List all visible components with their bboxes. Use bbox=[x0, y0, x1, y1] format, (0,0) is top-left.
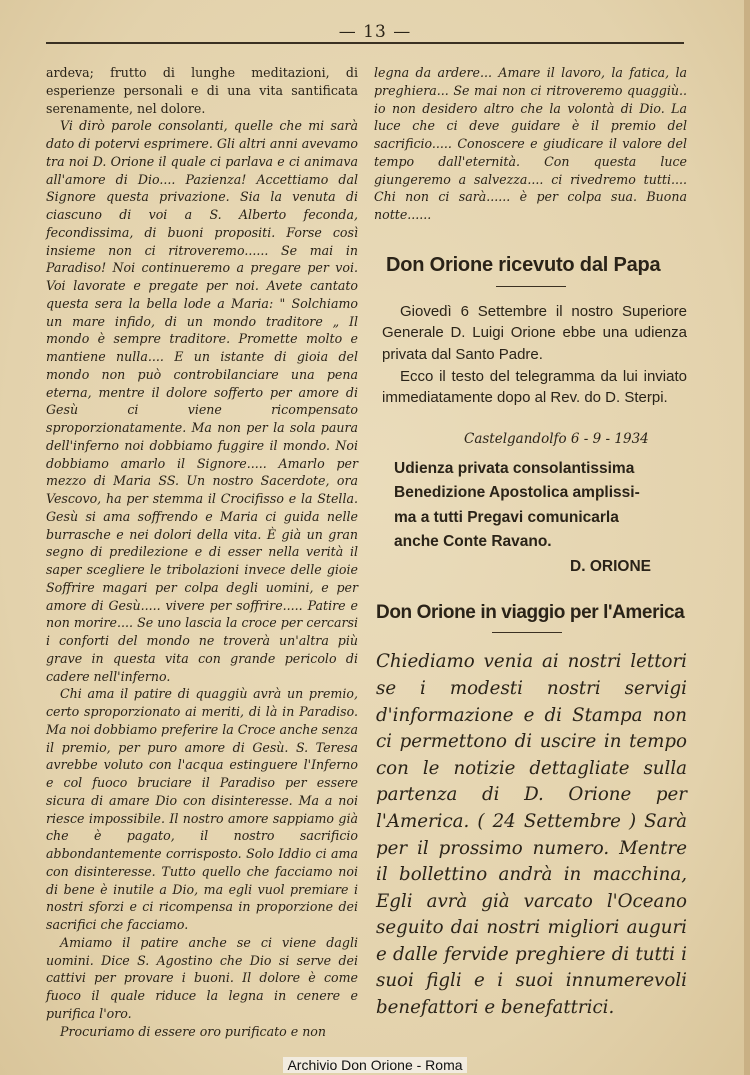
telegram-signature: D. ORIONE bbox=[570, 558, 651, 576]
article-america-text: Chiediamo venia ai nostri lettori se i modesti nostri servigi d'informazione e di Stampa non ci permettono di uscire in tempo con le notizie dettagliate sulla partenza di D. Orione per l'America. ( 24 Settembre ) Sarà per il prossimo numero. Mentre il bollettino andrà in macchina, Egli avrà già varcato l'Oceano seguito dai nostri migliori auguri e dalle fervide preghiere di tutti i suoi figli e i suoi innumerevoli benefattori e benefattrici. bbox=[376, 651, 687, 1019]
article-america-rule bbox=[492, 632, 562, 633]
footer-text: Archivio Don Orione - Roma bbox=[283, 1057, 466, 1073]
article-papa-paragraph-2: Ecco il testo del telegramma da lui inviato immediatamente dopo al Rev. do D. Sterpi. bbox=[382, 367, 687, 407]
page-number: — 13 — bbox=[338, 22, 412, 42]
left-column bbox=[46, 64, 358, 1040]
page-edge bbox=[744, 0, 750, 1075]
telegram-text bbox=[394, 457, 674, 555]
telegram-line: Udienza privata consolantissima bbox=[394, 459, 635, 477]
left-paragraph-1: ardeva; frutto di lunghe meditazioni, di esperienze personali e di una vita santificata serenamente, nel dolore. bbox=[46, 65, 358, 116]
left-paragraph-2: Vi dirò parole consolanti, quelle che mi sarà dato di potervi esprimere. Gli altri anni avevamo tra noi D. Orione il quale ci parlava e ci animava all'amore di Dio.... Pazienza! Accettiamo dal Signore questa privazione. Sia la venuta di ciascuno di voi a S. Alberto feconda, fecondissima, di buoni propositi. Forse così insieme non ci ritroveremo...... Se mai in Paradiso! Noi continueremo a pregare per voi. Voi lavorate e pregate per noi. Avete cantato questa sera la bella lode a Maria: " Solchiamo un mare infido, di un mondo traditore „ Il mondo è sempre traditore. Promette molto e mantiene nulla.... E un istante di gioia del mondo non può controbilanciare una pena eterna, mentre il dolore sofferto per amore di Gesù ci viene ricompensato sproporzionatamente. Ma non per la sola paura dell'inferno noi dobbiamo fuggire il mondo. Noi dobbiamo amarlo il Signore..... Amarlo per mezzo di Maria SS. Un nostro Sacerdote, ora Vescovo, ha per stemma il Crocifisso e la Stella. Gesù si ama soffrendo e Maria ci guida nelle burrasche e nei dolori della vita. È già un gran segno di predilezione e di esser nella verità il saper scegliere le tribolazioni invece delle gioie Soffrire magari per colpa degli uomini, e per amore di Gesù..... vivere per soffrire..... Patire e non morire.... Se uno lascia la croce per cercarsi i conforti del mondo ne troverà un'altra più grave in questa vita con grande pericolo di cadere nell'inferno. bbox=[46, 118, 358, 684]
header-rule bbox=[46, 42, 684, 44]
right-continuation-text: legna da ardere... Amare il lavoro, la fatica, la preghiera... Se mai non ci ritroveremo quaggiù.. io non desidero altro che la volontà di Dio. La luce che ci deve guidare è il premio del sacrificio..... Conoscere e giudicare il valore del tempo dall'eternità. Con questa luce giungeremo a salvezza.... ci rivedremo tutti.... Chi non ci sarà...... è per colpa sua. Buona notte...... bbox=[374, 65, 687, 222]
left-paragraph-5: Procuriamo di essere oro purificato e non bbox=[60, 1023, 326, 1039]
right-column bbox=[374, 64, 687, 1022]
telegram-line: anche Conte Ravano. bbox=[394, 532, 552, 550]
article-papa-title: Don Orione ricevuto dal Papa bbox=[386, 253, 661, 276]
article-america-title: Don Orione in viaggio per l'America bbox=[376, 602, 685, 624]
article-papa-paragraph-1: Giovedì 6 Settembre il nostro Superiore Generale D. Luigi Orione ebbe una udienza privata dal Santo Padre. bbox=[382, 302, 687, 363]
telegram-line: Benedizione Apostolica amplissi- bbox=[394, 484, 640, 502]
article-papa-rule bbox=[496, 286, 566, 287]
telegram-dateline: Castelgandolfo 6 - 9 - 1934 bbox=[464, 430, 649, 447]
archive-watermark bbox=[0, 1055, 750, 1075]
left-paragraph-3: Chi ama il patire di quaggiù avrà un premio, certo sproporzionato ai meriti, di là in Paradiso. Ma noi dobbiamo preferire la Croce anche senza il premio, per puro amore di Gesù. S. Teresa avrebbe voluto con l'acqua estinguere l'Inferno e col fuoco bruciare il Paradiso per essere sicura di amare Dio con disinteresse. Ma a noi riesce impossibile. Il nostro amore sappiamo già che è pagato, il nostro sacrificio abbondantemente corrisposto. Solo Iddio ci ama con disinteresse. Tutto quello che facciamo noi di bene è inutile a Dio, ma egli vuol premiare i nostri sforzi e ci ricompensa in proporzione dei sacrifici che facciamo. bbox=[46, 686, 358, 932]
article-papa-body bbox=[382, 301, 687, 409]
left-paragraph-4: Amiamo il patire anche se ci viene dagli uomini. Dice S. Agostino che Dio si serve dei cattivi per provare i buoni. Il dolore è come fuoco il quale riduce la legna in cenere e purifica l'oro. bbox=[46, 934, 358, 1021]
telegram-line: ma a tutti Pregavi comunicarla bbox=[394, 508, 619, 526]
